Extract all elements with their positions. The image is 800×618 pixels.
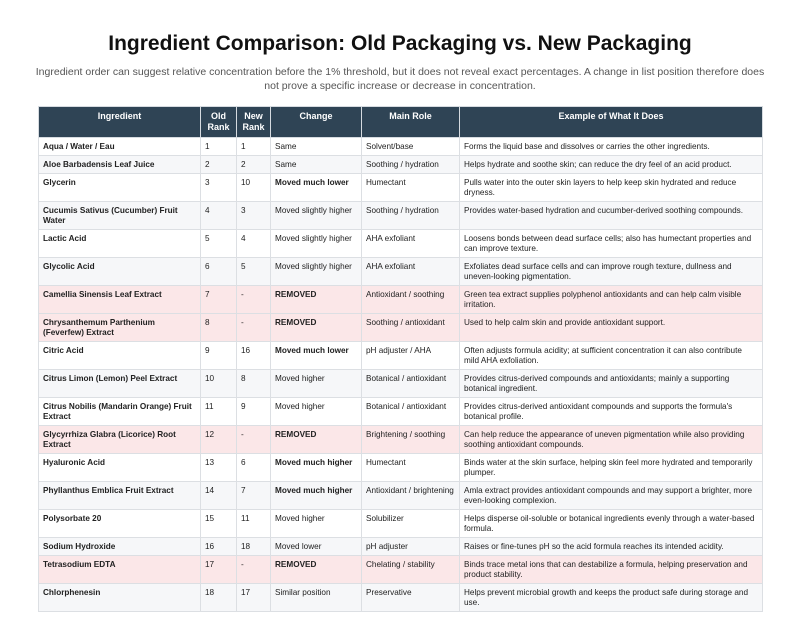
ingredient-cell: Chlorphenesin — [39, 584, 201, 612]
table-row — [39, 174, 763, 202]
table-row — [39, 202, 763, 230]
ingredient-cell: Citrus Limon (Lemon) Peel Extract — [39, 370, 201, 398]
example-cell: Often adjusts formula acidity; at sufficient concentration it can also contribute mild AHA exfoliation. — [460, 342, 763, 370]
role-cell: Soothing / antioxidant — [362, 314, 460, 342]
table-row — [39, 230, 763, 258]
header-old-rank: Old Rank — [201, 107, 237, 138]
table-row — [39, 258, 763, 286]
change-cell: Moved much higher — [271, 482, 362, 510]
role-cell: Soothing / hydration — [362, 156, 460, 174]
ingredient-cell: Sodium Hydroxide — [39, 538, 201, 556]
header-new-rank: New Rank — [237, 107, 271, 138]
example-cell: Green tea extract supplies polyphenol antioxidants and can help calm visible irritation. — [460, 286, 763, 314]
role-cell: Chelating / stability — [362, 556, 460, 584]
role-cell: pH adjuster — [362, 538, 460, 556]
old-rank-cell: 4 — [201, 202, 237, 230]
page-subtitle: Ingredient order can suggest relative concentration before the 1% threshold, but it does not reveal exact percentages. A change in list position therefore does not prove a specific increase or decrease in concentration. — [35, 66, 765, 92]
example-cell: Can help reduce the appearance of uneven pigmentation while also providing soothing antioxidant compounds. — [460, 426, 763, 454]
role-cell: Botanical / antioxidant — [362, 398, 460, 426]
example-cell: Helps disperse oil-soluble or botanical ingredients evenly through a water-based formula. — [460, 510, 763, 538]
role-cell: Preservative — [362, 584, 460, 612]
new-rank-cell: 18 — [237, 538, 271, 556]
change-cell: REMOVED — [271, 286, 362, 314]
new-rank-cell: 2 — [237, 156, 271, 174]
ingredient-cell: Cucumis Sativus (Cucumber) Fruit Water — [39, 202, 201, 230]
new-rank-cell: - — [237, 426, 271, 454]
old-rank-cell: 8 — [201, 314, 237, 342]
change-cell: Moved higher — [271, 510, 362, 538]
ingredient-cell: Camellia Sinensis Leaf Extract — [39, 286, 201, 314]
new-rank-cell: 10 — [237, 174, 271, 202]
example-cell: Provides citrus-derived compounds and antioxidants; mainly a supporting botanical ingredient. — [460, 370, 763, 398]
role-cell: AHA exfoliant — [362, 258, 460, 286]
change-cell: REMOVED — [271, 426, 362, 454]
example-cell: Pulls water into the outer skin layers to help keep skin hydrated and reduce dryness. — [460, 174, 763, 202]
example-cell: Helps prevent microbial growth and keeps the product safe during storage and use. — [460, 584, 763, 612]
new-rank-cell: 1 — [237, 138, 271, 156]
example-cell: Binds trace metal ions that can destabilize a formula, helping preservation and product stability. — [460, 556, 763, 584]
change-cell: Moved higher — [271, 398, 362, 426]
example-cell: Amla extract provides antioxidant compounds and may support a brighter, more even-looking complexion. — [460, 482, 763, 510]
old-rank-cell: 18 — [201, 584, 237, 612]
new-rank-cell: - — [237, 556, 271, 584]
example-cell: Provides citrus-derived antioxidant compounds and supports the formula's botanical profile. — [460, 398, 763, 426]
ingredient-cell: Glycerin — [39, 174, 201, 202]
table-row — [39, 156, 763, 174]
new-rank-cell: 9 — [237, 398, 271, 426]
change-cell: Moved slightly higher — [271, 230, 362, 258]
ingredient-cell: Lactic Acid — [39, 230, 201, 258]
header-ingredient: Ingredient — [39, 107, 201, 138]
change-cell: Moved much lower — [271, 342, 362, 370]
change-cell: Moved higher — [271, 370, 362, 398]
ingredient-cell: Glycolic Acid — [39, 258, 201, 286]
change-cell: Same — [271, 156, 362, 174]
example-cell: Helps hydrate and soothe skin; can reduce the dry feel of an acid product. — [460, 156, 763, 174]
table-row — [39, 584, 763, 612]
new-rank-cell: 16 — [237, 342, 271, 370]
ingredient-cell: Aloe Barbadensis Leaf Juice — [39, 156, 201, 174]
ingredient-cell: Polysorbate 20 — [39, 510, 201, 538]
new-rank-cell: 8 — [237, 370, 271, 398]
table-body — [39, 138, 763, 612]
table-row — [39, 454, 763, 482]
old-rank-cell: 3 — [201, 174, 237, 202]
old-rank-cell: 16 — [201, 538, 237, 556]
old-rank-cell: 5 — [201, 230, 237, 258]
ingredient-cell: Phyllanthus Emblica Fruit Extract — [39, 482, 201, 510]
old-rank-cell: 1 — [201, 138, 237, 156]
old-rank-cell: 2 — [201, 156, 237, 174]
example-cell: Raises or fine-tunes pH so the acid formula reaches its intended acidity. — [460, 538, 763, 556]
ingredient-cell: Citrus Nobilis (Mandarin Orange) Fruit Extract — [39, 398, 201, 426]
role-cell: Soothing / hydration — [362, 202, 460, 230]
new-rank-cell: 11 — [237, 510, 271, 538]
new-rank-cell: 17 — [237, 584, 271, 612]
change-cell: Moved slightly higher — [271, 258, 362, 286]
role-cell: Brightening / soothing — [362, 426, 460, 454]
old-rank-cell: 15 — [201, 510, 237, 538]
change-cell: Same — [271, 138, 362, 156]
header-example: Example of What It Does — [460, 107, 763, 138]
example-cell: Loosens bonds between dead surface cells; also has humectant properties and can improve texture. — [460, 230, 763, 258]
old-rank-cell: 9 — [201, 342, 237, 370]
old-rank-cell: 7 — [201, 286, 237, 314]
header-change: Change — [271, 107, 362, 138]
ingredient-cell: Hyaluronic Acid — [39, 454, 201, 482]
old-rank-cell: 14 — [201, 482, 237, 510]
change-cell: REMOVED — [271, 556, 362, 584]
table-row — [39, 426, 763, 454]
ingredient-cell: Glycyrrhiza Glabra (Licorice) Root Extract — [39, 426, 201, 454]
example-cell: Forms the liquid base and dissolves or carries the other ingredients. — [460, 138, 763, 156]
header-main-role: Main Role — [362, 107, 460, 138]
change-cell: Moved lower — [271, 538, 362, 556]
old-rank-cell: 17 — [201, 556, 237, 584]
change-cell: Moved much lower — [271, 174, 362, 202]
old-rank-cell: 6 — [201, 258, 237, 286]
role-cell: Antioxidant / soothing — [362, 286, 460, 314]
new-rank-cell: - — [237, 314, 271, 342]
new-rank-cell: 5 — [237, 258, 271, 286]
old-rank-cell: 10 — [201, 370, 237, 398]
table-row — [39, 556, 763, 584]
change-cell: Moved much higher — [271, 454, 362, 482]
new-rank-cell: 6 — [237, 454, 271, 482]
table-header — [39, 107, 763, 138]
table-row — [39, 314, 763, 342]
page-title: Ingredient Comparison: Old Packaging vs. New Packaging — [108, 32, 692, 55]
table-row — [39, 370, 763, 398]
table-row — [39, 286, 763, 314]
role-cell: AHA exfoliant — [362, 230, 460, 258]
ingredient-cell: Aqua / Water / Eau — [39, 138, 201, 156]
role-cell: pH adjuster / AHA — [362, 342, 460, 370]
example-cell: Binds water at the skin surface, helping skin feel more hydrated and temporarily plumper. — [460, 454, 763, 482]
old-rank-cell: 13 — [201, 454, 237, 482]
header-row — [39, 107, 763, 138]
role-cell: Humectant — [362, 454, 460, 482]
example-cell: Exfoliates dead surface cells and can improve rough texture, dullness and uneven-looking pigmentation. — [460, 258, 763, 286]
table-row — [39, 398, 763, 426]
example-cell: Provides water-based hydration and cucumber-derived soothing compounds. — [460, 202, 763, 230]
role-cell: Solvent/base — [362, 138, 460, 156]
table-row — [39, 138, 763, 156]
change-cell: REMOVED — [271, 314, 362, 342]
table-row — [39, 538, 763, 556]
comparison-table — [38, 106, 763, 612]
table-row — [39, 342, 763, 370]
old-rank-cell: 12 — [201, 426, 237, 454]
new-rank-cell: 3 — [237, 202, 271, 230]
change-cell: Similar position — [271, 584, 362, 612]
ingredient-cell: Tetrasodium EDTA — [39, 556, 201, 584]
role-cell: Solubilizer — [362, 510, 460, 538]
role-cell: Botanical / antioxidant — [362, 370, 460, 398]
role-cell: Humectant — [362, 174, 460, 202]
new-rank-cell: 7 — [237, 482, 271, 510]
ingredient-cell: Citric Acid — [39, 342, 201, 370]
ingredient-cell: Chrysanthemum Parthenium (Feverfew) Extract — [39, 314, 201, 342]
table-row — [39, 482, 763, 510]
new-rank-cell: 4 — [237, 230, 271, 258]
new-rank-cell: - — [237, 286, 271, 314]
old-rank-cell: 11 — [201, 398, 237, 426]
role-cell: Antioxidant / brightening — [362, 482, 460, 510]
example-cell: Used to help calm skin and provide antioxidant support. — [460, 314, 763, 342]
table-row — [39, 510, 763, 538]
change-cell: Moved slightly higher — [271, 202, 362, 230]
